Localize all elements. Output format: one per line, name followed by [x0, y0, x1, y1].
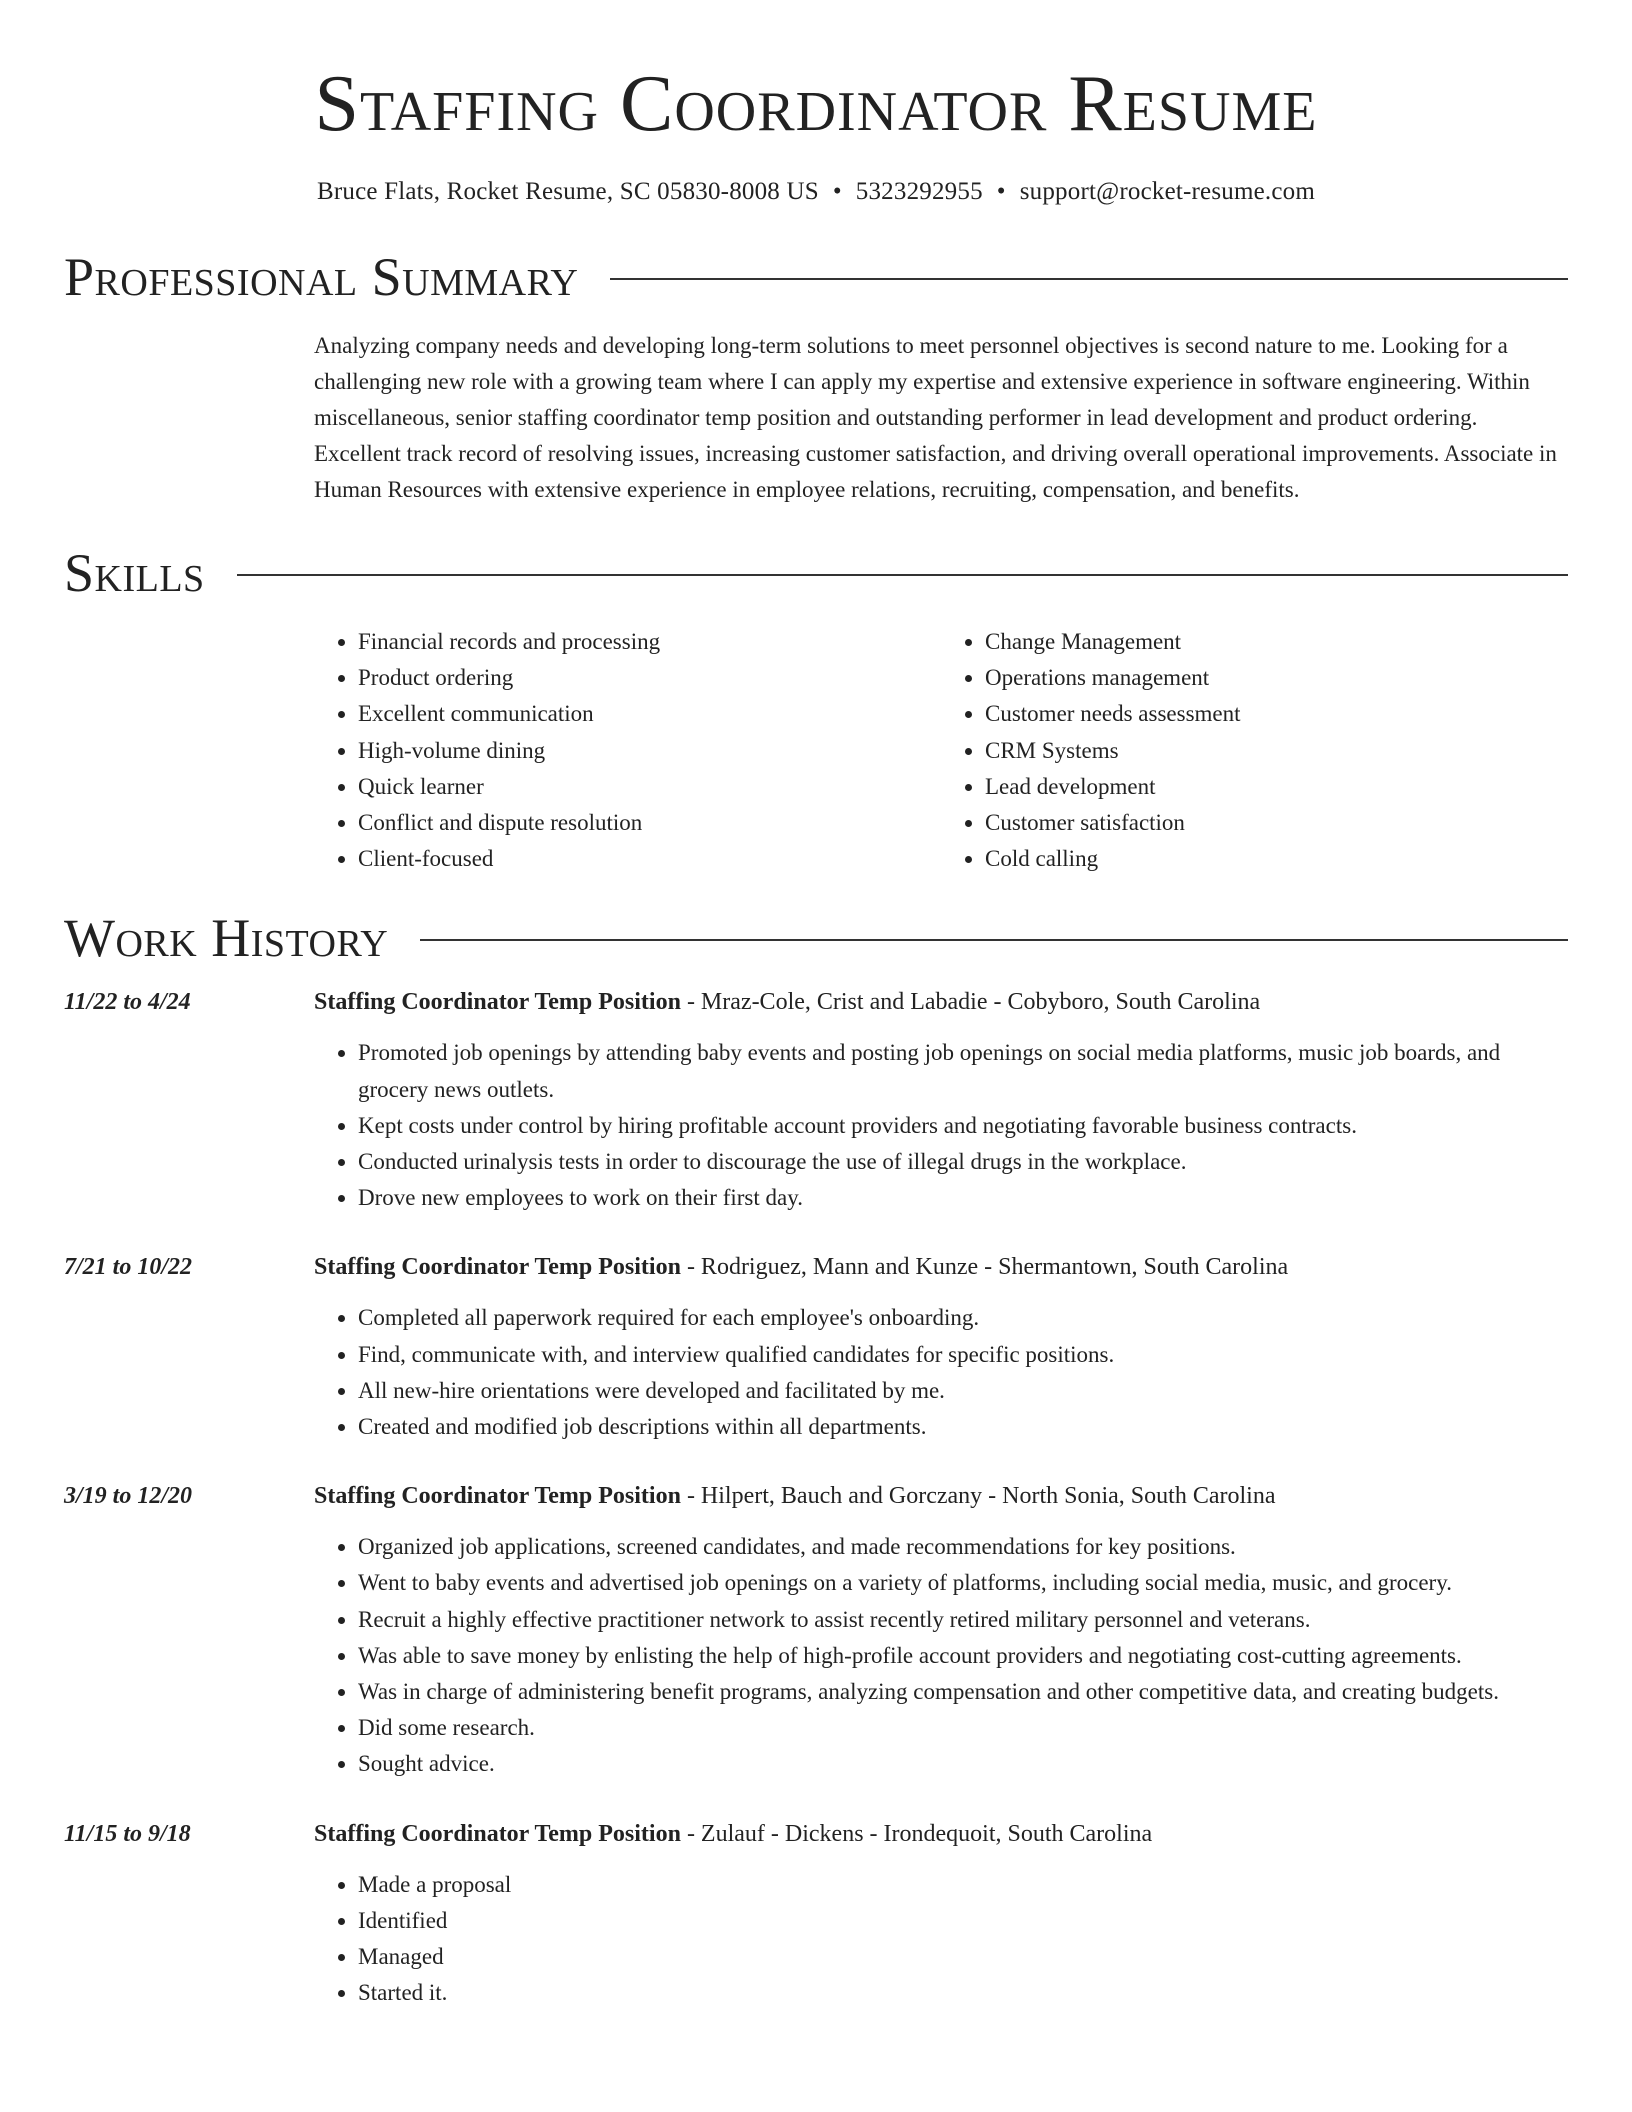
job-employer: - Mraz-Cole, Crist and Labadie - Cobyboro, South Carolina	[680, 989, 1261, 1016]
job-bullet: • Conducted urinalysis tests in order to discourage the use of illegal drugs in the workplace.	[358, 1144, 1568, 1180]
summary-heading: Professional Summary	[64, 247, 579, 307]
job-role: Staffing Coordinator Temp Position	[314, 989, 681, 1016]
job-bullet: • Drove new employees to work on their first day.	[358, 1180, 1568, 1216]
skill-item: • Excellent communication	[358, 696, 941, 732]
skill-item: • Client-focused	[358, 841, 941, 877]
skill-item: • CRM Systems	[985, 733, 1568, 769]
job-bullet-list	[314, 1867, 1568, 2012]
section-divider	[237, 574, 1568, 576]
job-bullet-list	[314, 1529, 1568, 1782]
job-entry	[64, 985, 1568, 1216]
skill-item: • Customer needs assessment	[985, 696, 1568, 732]
skill-item: • Conflict and dispute resolution	[358, 805, 941, 841]
job-bullet: • Promoted job openings by attending baby events and posting job openings on social media platforms, music job boards, and grocery news outlets.	[358, 1035, 1568, 1107]
job-header	[314, 1817, 1568, 1851]
contact-separator: •	[996, 178, 1006, 205]
skill-item: • Product ordering	[358, 660, 941, 696]
work-history-list	[64, 985, 1568, 2011]
job-role: Staffing Coordinator Temp Position	[314, 1483, 681, 1510]
job-role: Staffing Coordinator Temp Position	[314, 1820, 681, 1847]
section-divider	[610, 278, 1568, 280]
job-body	[314, 985, 1568, 1216]
skills-grid	[314, 624, 1568, 877]
contact-email: support@rocket-resume.com	[1019, 178, 1316, 205]
skill-item: • Financial records and processing	[358, 624, 941, 660]
summary-text: Analyzing company needs and developing long-term solutions to meet personnel objectives is second nature to me. Looking for a challenging new role with a growing team where I can apply my expertise and extensive experience in software engineering. Within miscellaneous, senior staffing coordinator temp position and outstanding performer in lead development and product ordering. Excellent track record of resolving issues, increasing customer satisfaction, and driving overall operational improvements. Associate in Human Resources with extensive experience in employee relations, recruiting, compensation, and benefits.	[314, 333, 1557, 502]
contact-line	[64, 178, 1568, 206]
skills-heading: Skills	[64, 543, 205, 603]
job-bullet: • Recruit a highly effective practitioner network to assist recently retired military personnel and veterans.	[358, 1602, 1568, 1638]
contact-separator: •	[832, 178, 842, 205]
skill-item: • Lead development	[985, 769, 1568, 805]
job-bullet: • Created and modified job descriptions within all departments.	[358, 1409, 1568, 1445]
job-bullet: • Did some research.	[358, 1710, 1568, 1746]
job-bullet-list	[314, 1300, 1568, 1445]
job-header	[314, 1250, 1568, 1284]
job-dates: 11/15 to 9/18	[64, 1820, 191, 1847]
job-entry	[64, 1250, 1568, 1445]
work-history-heading: Work History	[64, 908, 389, 969]
job-bullet: • Was in charge of administering benefit programs, analyzing compensation and other competitive data, and creating budgets.	[358, 1674, 1568, 1710]
skill-item: • Operations management	[985, 660, 1568, 696]
job-bullet: • Was able to save money by enlisting the help of high-profile account providers and negotiating cost-cutting agreements.	[358, 1638, 1568, 1674]
skill-item: • Cold calling	[985, 841, 1568, 877]
job-header	[314, 985, 1568, 1019]
resume-title: Staffing Coordinator Resume	[314, 60, 1318, 148]
job-dates: 3/19 to 12/20	[64, 1483, 193, 1510]
skill-item: • Quick learner	[358, 769, 941, 805]
job-bullet: • Made a proposal	[358, 1867, 1568, 1903]
contact-address: Bruce Flats, Rocket Resume, SC 05830-8008 US	[316, 178, 819, 205]
job-dates: 7/21 to 10/22	[64, 1254, 193, 1281]
skills-list-left	[314, 624, 941, 877]
job-role: Staffing Coordinator Temp Position	[314, 1254, 681, 1281]
job-bullet: • Managed	[358, 1939, 1568, 1975]
job-entry	[64, 1817, 1568, 2012]
job-dates: 11/22 to 4/24	[64, 989, 191, 1016]
skill-item: • Change Management	[985, 624, 1568, 660]
job-body	[314, 1479, 1568, 1782]
skill-item: • Customer satisfaction	[985, 805, 1568, 841]
job-bullet: • Completed all paperwork required for each employee's onboarding.	[358, 1300, 1568, 1336]
work-history-section-header	[64, 908, 1568, 969]
summary-section-header	[64, 247, 1568, 307]
skill-item: • High-volume dining	[358, 733, 941, 769]
skills-section-header	[64, 543, 1568, 603]
job-bullet: • Sought advice.	[358, 1746, 1568, 1782]
job-bullet: • Went to baby events and advertised job openings on a variety of platforms, including social media, music, and grocery.	[358, 1565, 1568, 1601]
job-bullet: • Started it.	[358, 1975, 1568, 2011]
job-employer: - Hilpert, Bauch and Gorczany - North Sonia, South Carolina	[680, 1483, 1276, 1510]
job-bullet: • Kept costs under control by hiring profitable account providers and negotiating favorable business contracts.	[358, 1108, 1568, 1144]
job-body	[314, 1250, 1568, 1445]
job-bullet: • Identified	[358, 1903, 1568, 1939]
job-header	[314, 1479, 1568, 1513]
job-bullet: • Organized job applications, screened candidates, and made recommendations for key positions.	[358, 1529, 1568, 1565]
skills-list-right	[941, 624, 1568, 877]
job-employer: - Zulauf - Dickens - Irondequoit, South Carolina	[680, 1820, 1153, 1847]
job-bullet: • Find, communicate with, and interview qualified candidates for specific positions.	[358, 1337, 1568, 1373]
job-employer: - Rodriguez, Mann and Kunze - Shermantown, South Carolina	[680, 1254, 1289, 1281]
job-bullet: • All new-hire orientations were developed and facilitated by me.	[358, 1373, 1568, 1409]
section-divider	[420, 939, 1568, 941]
job-body	[314, 1817, 1568, 2012]
job-bullet-list	[314, 1035, 1568, 1216]
job-entry	[64, 1479, 1568, 1782]
contact-phone: 5323292955	[855, 178, 983, 205]
